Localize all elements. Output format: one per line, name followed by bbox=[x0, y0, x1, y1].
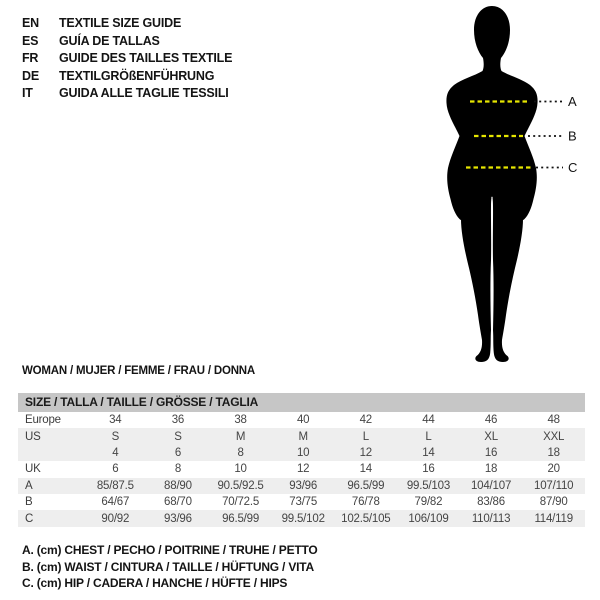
size-cell: 18 bbox=[547, 446, 560, 459]
language-code: IT bbox=[22, 86, 33, 100]
row-label bbox=[18, 445, 84, 461]
size-cell: L bbox=[362, 430, 369, 443]
size-cell: 10 bbox=[234, 463, 247, 476]
language-title: GUÍA DE TALLAS bbox=[59, 33, 160, 48]
size-cell: 102.5/105 bbox=[341, 512, 391, 525]
table-row bbox=[18, 412, 585, 428]
size-cell: 110/113 bbox=[471, 512, 511, 525]
legend-chest: A. (cm) CHEST / PECHO / POITRINE / TRUHE / PETTO bbox=[22, 543, 318, 557]
size-cell: 4 bbox=[112, 446, 119, 459]
size-table-body bbox=[18, 412, 585, 527]
size-cell: 76/78 bbox=[351, 496, 380, 509]
measurement-figure bbox=[420, 0, 600, 370]
size-cell: 14 bbox=[422, 446, 435, 459]
size-cell: 44 bbox=[422, 414, 435, 427]
row-label: A bbox=[25, 479, 33, 492]
female-silhouette-svg bbox=[420, 0, 600, 370]
size-cell: 18 bbox=[484, 463, 498, 476]
legend-waist: B. (cm) WAIST / CINTURA / TAILLE / HÜFTUNG / VITA bbox=[22, 559, 314, 574]
size-cell: 38 bbox=[234, 414, 247, 427]
size-cell: 10 bbox=[296, 446, 310, 459]
size-cell: 70/72.5 bbox=[222, 496, 260, 509]
language-title: TEXTILGRÖßENFÜHRUNG bbox=[59, 68, 215, 83]
row-label: B bbox=[25, 496, 33, 509]
size-cell: 85/87.5 bbox=[96, 479, 134, 492]
size-cell: 34 bbox=[109, 414, 122, 427]
language-code: DE bbox=[22, 68, 39, 83]
language-list bbox=[22, 15, 232, 103]
size-cell: 8 bbox=[237, 446, 244, 459]
row-label: Europe bbox=[25, 414, 61, 427]
table-row bbox=[18, 510, 585, 526]
table-row bbox=[18, 428, 585, 444]
language-row bbox=[22, 85, 232, 103]
marker-label-c: C bbox=[568, 160, 578, 175]
language-title: TEXTILE SIZE GUIDE bbox=[59, 16, 182, 30]
size-cell: 12 bbox=[359, 446, 373, 459]
marker-label-b: B bbox=[568, 128, 577, 144]
size-cell: 73/75 bbox=[289, 496, 318, 509]
size-cell: 20 bbox=[547, 463, 560, 476]
table-row bbox=[18, 445, 585, 461]
size-cell: 93/96 bbox=[289, 479, 318, 492]
table-row bbox=[18, 478, 585, 494]
size-cell: 46 bbox=[484, 414, 498, 427]
size-cell: S bbox=[174, 430, 182, 443]
size-cell: 90/92 bbox=[101, 512, 130, 525]
measure-legend bbox=[22, 542, 318, 592]
language-title: GUIDE DES TAILLES TEXTILE bbox=[59, 51, 233, 65]
size-cell: M bbox=[298, 430, 308, 443]
silhouette-body bbox=[446, 6, 537, 362]
language-code: EN bbox=[22, 16, 39, 30]
row-label: US bbox=[25, 430, 41, 443]
language-title: GUIDA ALLE TAGLIE TESSILI bbox=[59, 86, 229, 100]
size-table-section bbox=[18, 393, 585, 527]
table-row bbox=[18, 461, 585, 477]
size-cell: 90.5/92.5 bbox=[217, 479, 264, 492]
size-cell: 96.5/99 bbox=[347, 479, 385, 492]
marker-labels bbox=[568, 94, 577, 175]
size-cell: S bbox=[111, 430, 120, 443]
table-row bbox=[18, 494, 585, 510]
size-table-header: SIZE / TALLA / TAILLE / GRÖSSE / TAGLIA bbox=[18, 393, 585, 412]
size-cell: 14 bbox=[359, 463, 373, 476]
size-cell: 87/90 bbox=[539, 496, 568, 509]
size-cell: 12 bbox=[296, 463, 310, 476]
size-cell: 48 bbox=[547, 414, 560, 427]
row-label: C bbox=[25, 512, 34, 525]
size-cell: 36 bbox=[171, 414, 185, 427]
size-cell: 104/107 bbox=[470, 479, 512, 492]
size-cell: L bbox=[425, 430, 432, 443]
size-cell: 16 bbox=[422, 463, 435, 476]
legend-hip: C. (cm) HIP / CADERA / HANCHE / HÜFTE / HIPS bbox=[22, 576, 288, 590]
size-cell: 88/90 bbox=[164, 479, 192, 492]
language-row bbox=[22, 33, 232, 51]
size-cell: 42 bbox=[359, 414, 373, 427]
size-cell: XL bbox=[484, 430, 498, 443]
row-label: UK bbox=[25, 463, 41, 476]
size-cell: 6 bbox=[174, 446, 182, 459]
size-cell: M bbox=[235, 430, 246, 443]
size-cell: 6 bbox=[112, 463, 119, 476]
language-code: ES bbox=[22, 33, 39, 48]
size-cell: 83/86 bbox=[477, 496, 505, 509]
size-table bbox=[18, 412, 585, 527]
size-cell: 68/70 bbox=[164, 496, 192, 509]
marker-label-a: A bbox=[568, 94, 577, 109]
language-row bbox=[22, 50, 232, 68]
language-code: FR bbox=[22, 51, 39, 65]
size-cell: 106/109 bbox=[408, 512, 449, 525]
size-cell: 79/82 bbox=[414, 496, 443, 509]
size-cell: 99.5/102 bbox=[281, 512, 325, 525]
language-row bbox=[22, 15, 232, 33]
size-cell: 96.5/99 bbox=[222, 512, 260, 525]
table-title: WOMAN / MUJER / FEMME / FRAU / DONNA bbox=[22, 365, 256, 377]
size-cell: 16 bbox=[484, 446, 498, 459]
size-cell: XXL bbox=[543, 430, 565, 443]
size-cell: 8 bbox=[174, 463, 182, 476]
size-cell: 64/67 bbox=[101, 496, 130, 509]
size-cell: 99.5/103 bbox=[406, 479, 451, 492]
size-cell: 114/119 bbox=[534, 512, 573, 525]
size-cell: 40 bbox=[296, 414, 310, 427]
size-cell: 107/110 bbox=[534, 479, 574, 492]
language-row bbox=[22, 68, 232, 86]
size-cell: 93/96 bbox=[164, 512, 192, 525]
